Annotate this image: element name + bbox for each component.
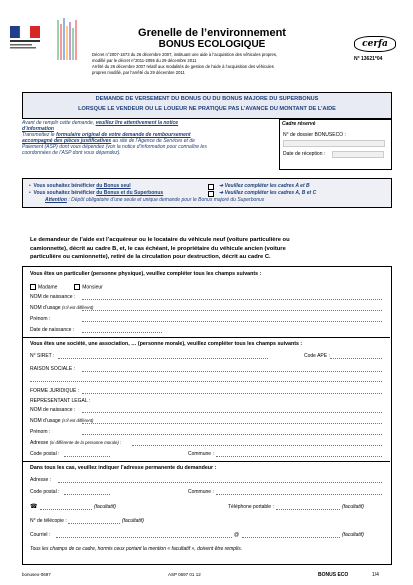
ministry-logo (56, 16, 78, 64)
info-p2c: accompagné des pièces justificatives (22, 138, 112, 144)
person-prenom-field[interactable] (82, 317, 382, 322)
reserved-date-label: Date de réception : (283, 151, 326, 157)
header-title: Grenelle de l’environnement (138, 27, 286, 39)
attention-label: Attention (45, 197, 67, 203)
all-adresse-field-1[interactable] (58, 478, 382, 483)
footer-left: bonuseo-0697 (22, 572, 51, 577)
decree-line-1: Décret n°2007-1873 du 26 décembre 2007, instituant une aide à l’acquisition des véhicules propres, (92, 52, 278, 57)
person-prenom-label: Prénom : (30, 316, 51, 322)
info-p2d: au site de l’Agence de Services et de (111, 138, 195, 144)
choices-box (22, 178, 392, 208)
info-box (22, 120, 272, 168)
reserved-dossier-label: N° de dossier BONUSECO : (283, 132, 346, 138)
attention-text: : Dépôt obligatoire d’une seule et unique demande pour le Bonus majoré du Superbonus (66, 197, 265, 203)
company-prenom-field[interactable] (82, 430, 382, 435)
decree-line-3: Arrêté du 26 décembre 2007 relatif aux modalités de gestion de l’aide à l’acquisition des véhicules (92, 64, 274, 69)
banner-line-2: LORSQUE LE VENDEUR OU LE LOUEUR NE PRATIQUE PAS L’AVANCE DU MONTANT DE L’AIDE (78, 106, 336, 112)
intro-line-3: particulière ou camionnette), retiré de la circulation pour destruction, décrit au cadre C. (30, 254, 271, 260)
choice-2-text: Vous souhaitez bénéficier (33, 190, 97, 196)
monsieur-label: Monsieur (82, 284, 103, 291)
choice-1: • Vous souhaitez bénéficier du Bonus seul (29, 183, 131, 189)
company-heading: Vous êtes une société, une association, … (personne morale), veuillez compléter tous les champs suivants : (30, 341, 303, 347)
madame-label: Madame (38, 284, 58, 291)
header-subtitle: BONUS ECOLOGIQUE (158, 39, 266, 50)
portable-facultatif: (facultatif) (342, 504, 364, 510)
person-heading: Vous êtes un particulier (personne physique), veuillez compléter tous les champs suivants : (30, 271, 262, 277)
cerfa-logo-text: cerfa (362, 39, 388, 49)
footer-page: 1/4 (372, 572, 379, 578)
person-nom-naissance-field[interactable] (82, 295, 382, 300)
phone-icon: ☎ (30, 504, 38, 510)
ape-field[interactable] (330, 354, 382, 359)
phone-field[interactable] (40, 505, 92, 510)
courriel-field-2[interactable] (242, 533, 340, 538)
ape-label: Code APE : (304, 353, 330, 359)
madame-checkbox[interactable] (30, 284, 36, 290)
company-nom-usage-note: (s’il est différent) (61, 418, 94, 423)
courriel-field-1[interactable] (56, 533, 232, 538)
company-adresse-note: (si différente de la personne morale) : (49, 440, 122, 445)
intro-line-2: camionnette), décrit au cadre B, et, le cas échéant, le propriétaire du véhicule ancien (voiture (30, 245, 286, 252)
footer-right: BONUS ECO (318, 572, 349, 578)
company-prenom-label: Prénom : (30, 429, 51, 435)
fax-label: N° de télécopie : (30, 518, 67, 524)
attention-line (45, 197, 264, 203)
forme-field[interactable] (82, 389, 382, 394)
company-adresse-label: Adresse (30, 440, 49, 446)
all-heading: Dans tous les cas, veuillez indiquer l’adresse permanente du demandeur : (30, 465, 217, 471)
reserved-title: Cadre réservé (282, 121, 316, 127)
reserved-box (279, 119, 392, 170)
rep-label: REPRESENTANT LEGAL : (30, 398, 91, 404)
company-nom-usage-label: NOM d’usage (30, 418, 61, 424)
portable-field[interactable] (276, 505, 340, 510)
reserved-date-field[interactable] (332, 151, 384, 158)
reserved-dossier-field[interactable] (283, 140, 385, 147)
all-cp-label: Code postal : (30, 489, 60, 495)
person-date-label: Date de naissance : (30, 327, 75, 333)
person-nom-usage-note: (s’il est différent) (61, 305, 94, 310)
choice-1-checkbox[interactable] (208, 184, 214, 190)
siret-label: N° SIRET : (30, 353, 55, 359)
all-adresse-label: Adresse : (30, 477, 52, 483)
fax-field[interactable] (68, 519, 120, 524)
all-commune-label: Commune : (188, 489, 214, 495)
choice-1-text: Vous souhaitez bénéficier (33, 183, 97, 189)
company-cp-label: Code postal : (30, 451, 60, 457)
company-nom-usage-field[interactable] (82, 419, 382, 424)
info-p1a: Avant de remplir cette demande, (22, 120, 96, 126)
courriel-label: Courriel : (30, 532, 51, 538)
person-nom-naissance-label: NOM de naissance : (30, 294, 76, 300)
decree-line-2: modifié par le décret n°2011-2055 du 29 décembre 2011 (92, 58, 197, 63)
courriel-at: @ (234, 532, 240, 538)
info-p1c: d’information (22, 126, 54, 132)
raison-label: RAISON SOCIALE : (30, 366, 76, 372)
banner-line-1: DEMANDE DE VERSEMENT DU BONUS OU DU BONUS MAJORE DU SUPERBONUS (95, 96, 319, 102)
company-commune-label: Commune : (188, 451, 214, 457)
all-cp-field[interactable] (64, 490, 110, 495)
title-banner (22, 92, 392, 119)
info-p2b: formulaire original de votre demande de remboursement (56, 132, 191, 138)
courriel-facultatif: (facultatif) (342, 532, 364, 538)
company-nom-naissance-field[interactable] (82, 408, 382, 413)
person-nom-usage-field[interactable] (82, 306, 382, 311)
info-p2e: Paiement (ASP) dont vous dépendez (voir la notice d’information pour connaître les (22, 144, 207, 150)
all-footer-note: Tous les champs de ce cadre, hormis ceux portant la mention « facultatif », doivent être remplis. (30, 546, 243, 552)
company-nom-naissance-label: NOM de naissance : (30, 407, 76, 413)
republique-logo (10, 20, 54, 54)
choice-2: • Vous souhaitez bénéficier du Bonus et du Superbonus (29, 190, 164, 196)
cerfa-logo (354, 36, 396, 52)
divider-1 (22, 337, 390, 338)
forme-label: FORME JURIDIQUE : (30, 388, 80, 394)
company-adresse-field[interactable] (132, 441, 382, 446)
info-p2f: coordonnées de l’ASP dont vous dépendez). (22, 150, 121, 156)
person-nom-usage-label: NOM d’usage (30, 305, 61, 311)
info-p2a: Transmettez le (22, 132, 57, 138)
company-adresse-row (30, 440, 121, 446)
fax-facultatif: (facultatif) (122, 518, 144, 524)
portable-label: Téléphone portable : (228, 504, 274, 510)
decree-line-4: propres modifié, par l’arrêté du 29 décembre 2011 (92, 70, 185, 75)
siret-field[interactable] (58, 354, 268, 359)
monsieur-checkbox[interactable] (74, 284, 80, 290)
person-date-field[interactable] (82, 328, 162, 333)
intro-text (30, 236, 390, 262)
raison-field-1[interactable] (82, 367, 382, 372)
choice-2-instruction: ➔ Veuillez compléter les cadres A, B et C (219, 190, 317, 196)
all-commune-field[interactable] (216, 490, 382, 495)
choice-1-strong: du Bonus seul (96, 183, 131, 189)
company-cp-field[interactable] (64, 452, 110, 457)
divider-2 (22, 461, 390, 462)
footer-mid: ASP 0697 01 12 (168, 572, 201, 577)
choice-2-strong: du Bonus et du Superbonus (96, 190, 164, 196)
intro-line-1: Le demandeur de l’aide est l’acquéreur ou le locataire du véhicule neuf (voiture particulière ou (30, 237, 290, 243)
cerfa-number: N° 13621*04 (354, 56, 383, 62)
gender-row (30, 284, 103, 290)
choice-1-instruction: ➔ Veuillez compléter les cadres A et B (219, 183, 310, 189)
phone-facultatif: (facultatif) (94, 504, 116, 510)
company-commune-field[interactable] (216, 452, 382, 457)
raison-field-2[interactable] (30, 377, 382, 382)
info-p1b[interactable]: veuillez lire attentivement la notice (95, 120, 179, 126)
